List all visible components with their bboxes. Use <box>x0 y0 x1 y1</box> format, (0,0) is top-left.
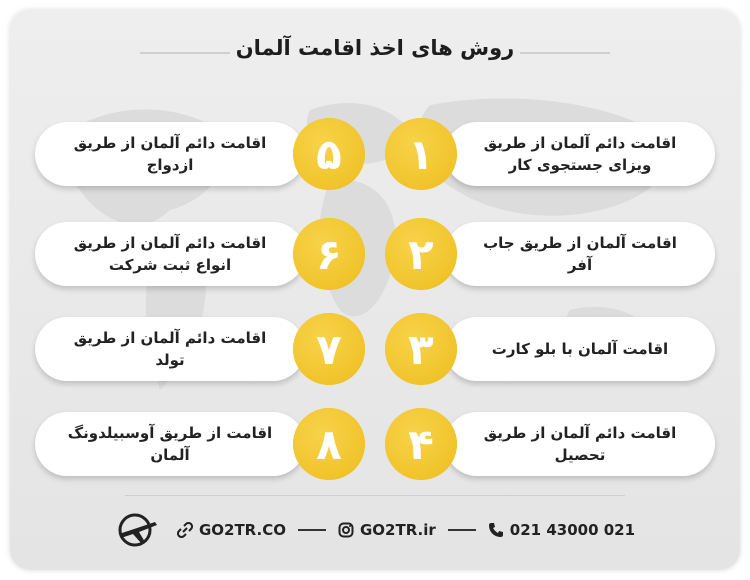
number: ۳ <box>385 313 457 385</box>
number-badge <box>385 118 457 190</box>
plane-logo-icon <box>115 512 159 548</box>
method-item-2 <box>385 218 715 290</box>
link-icon <box>177 522 193 538</box>
method-label: اقامت آلمان از طریق جاب آفر <box>445 222 715 286</box>
method-label: اقامت دائم آلمان از طریق ویزای جستجوی کار <box>445 122 715 186</box>
number-badge <box>293 313 365 385</box>
title-divider-right <box>520 52 610 54</box>
page-title: روش های اخذ اقامت آلمان <box>235 36 515 60</box>
method-label: اقامت دائم آلمان از طریق انواع ثبت شرکت <box>35 222 305 286</box>
number: ۵ <box>293 118 365 190</box>
method-label: اقامت دائم آلمان از طریق ازدواج <box>35 122 305 186</box>
instagram-link[interactable] <box>338 521 436 539</box>
title-divider-left <box>140 52 230 54</box>
phone-text: 021 43000 021 <box>509 521 636 539</box>
method-item-1 <box>385 118 715 190</box>
instagram-text: GO2TR.ir <box>359 521 436 539</box>
number-badge <box>293 218 365 290</box>
method-item-8 <box>35 408 365 480</box>
phone-link[interactable] <box>488 521 635 539</box>
footer-separator <box>448 529 476 531</box>
phone-icon <box>488 522 504 538</box>
method-item-5 <box>35 118 365 190</box>
title-bar <box>10 32 740 72</box>
footer-divider <box>125 495 625 496</box>
number-badge <box>293 408 365 480</box>
instagram-icon <box>338 522 354 538</box>
website-link[interactable] <box>177 521 286 539</box>
website-text: GO2TR.CO <box>198 521 286 539</box>
number: ۶ <box>293 218 365 290</box>
method-item-4 <box>385 408 715 480</box>
infographic-card <box>10 10 740 570</box>
number: ۸ <box>293 408 365 480</box>
world-map-background <box>10 10 740 570</box>
number-badge <box>385 313 457 385</box>
method-label: اقامت آلمان با بلو کارت <box>445 317 715 381</box>
method-label: اقامت دائم آلمان از طریق تحصیل <box>445 412 715 476</box>
method-item-3 <box>385 313 715 385</box>
number-badge <box>293 118 365 190</box>
contact-footer <box>10 510 740 550</box>
number: ۲ <box>385 218 457 290</box>
number: ۱ <box>385 118 457 190</box>
number-badge <box>385 218 457 290</box>
method-label: اقامت از طریق آوسبیلدونگ آلمان <box>35 412 305 476</box>
number: ۴ <box>385 408 457 480</box>
footer-separator <box>298 529 326 531</box>
method-item-7 <box>35 313 365 385</box>
method-item-6 <box>35 218 365 290</box>
number-badge <box>385 408 457 480</box>
method-label: اقامت دائم آلمان از طریق تولد <box>35 317 305 381</box>
number: ۷ <box>293 313 365 385</box>
